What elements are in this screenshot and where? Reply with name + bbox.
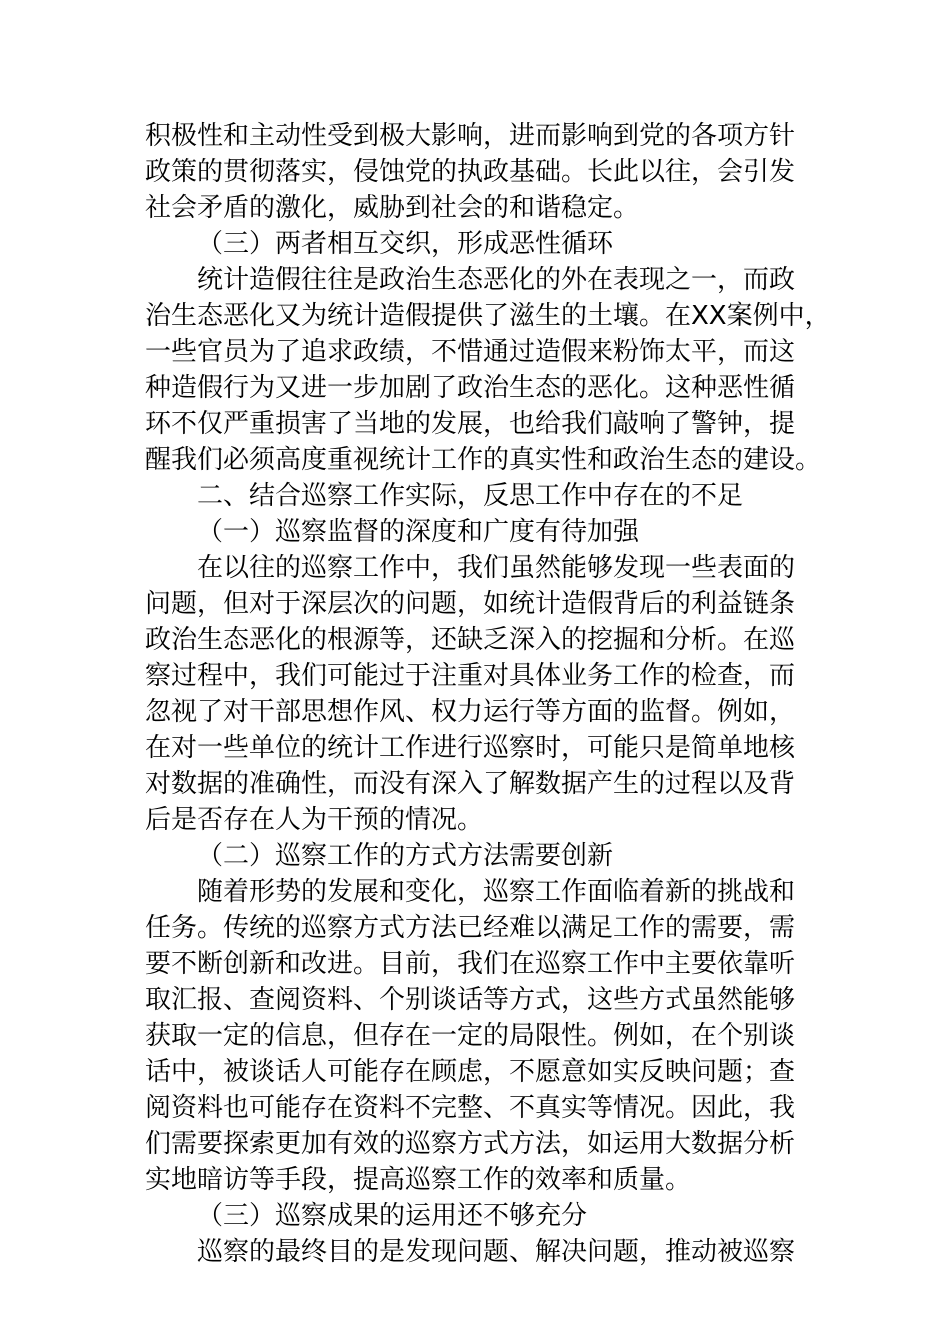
section-heading: （三）巡察成果的运用还不够充分 [197, 1201, 588, 1231]
body-text-line: 政治生态恶化的根源等，还缺乏深入的挖掘和分析。在巡 [145, 625, 796, 655]
body-text-line: 要不断创新和改进。目前，我们在巡察工作中主要依靠听 [145, 949, 796, 979]
body-text-line: 在以往的巡察工作中，我们虽然能够发现一些表面的 [197, 553, 796, 583]
body-text-line: 们需要探索更加有效的巡察方式方法，如运用大数据分析 [145, 1129, 796, 1159]
body-text-line: 阅资料也可能存在资料不完整、不真实等情况。因此，我 [145, 1093, 796, 1123]
body-text-line: 忽视了对干部思想作风、权力运行等方面的监督。例如， [145, 697, 796, 727]
body-text-line: 种造假行为又进一步加剧了政治生态的恶化。这种恶性循 [145, 373, 796, 403]
section-heading: （三）两者相互交织，形成恶性循环 [197, 229, 614, 259]
body-text-line: 话中，被谈话人可能存在顾虑，不愿意如实反映问题；查 [145, 1057, 796, 1087]
body-text-line: 积极性和主动性受到极大影响，进而影响到党的各项方针 [145, 121, 796, 151]
body-text-line: 对数据的准确性，而没有深入了解数据产生的过程以及背 [145, 769, 796, 799]
body-text-line: 实地暗访等手段，提高巡察工作的效率和质量。 [145, 1165, 692, 1195]
body-text-line: 一些官员为了追求政绩，不惜通过造假来粉饰太平，而这 [145, 337, 796, 367]
body-text-line: 社会矛盾的激化，威胁到社会的和谐稳定。 [145, 193, 640, 223]
body-text-line: 问题，但对于深层次的问题，如统计造假背后的利益链条 [145, 589, 796, 619]
body-text-line: 醒我们必须高度重视统计工作的真实性和政治生态的建设。 [145, 445, 822, 475]
chapter-heading: 二、结合巡察工作实际，反思工作中存在的不足 [197, 481, 744, 511]
body-text-line: 治生态恶化又为统计造假提供了滋生的土壤。在XX案例中， [145, 301, 831, 331]
body-text-line: 统计造假往往是政治生态恶化的外在表现之一，而政 [197, 265, 796, 295]
body-text-line: 环不仅严重损害了当地的发展，也给我们敲响了警钟，提 [145, 409, 796, 439]
section-heading: （一）巡察监督的深度和广度有待加强 [197, 517, 640, 547]
body-text-line: 政策的贯彻落实，侵蚀党的执政基础。长此以往，会引发 [145, 157, 796, 187]
body-text-line: 在对一些单位的统计工作进行巡察时，可能只是简单地核 [145, 733, 796, 763]
body-text-line: 取汇报、查阅资料、个别谈话等方式，这些方式虽然能够 [145, 985, 796, 1015]
body-text-line: 巡察的最终目的是发现问题、解决问题，推动被巡察 [197, 1237, 796, 1267]
body-text-line: 获取一定的信息，但存在一定的局限性。例如，在个别谈 [145, 1021, 796, 1051]
body-text-line: 察过程中，我们可能过于注重对具体业务工作的检查，而 [145, 661, 796, 691]
body-text-line: 后是否存在人为干预的情况。 [145, 805, 484, 835]
body-text-line: 任务。传统的巡察方式方法已经难以满足工作的需要，需 [145, 913, 796, 943]
body-text-line: 随着形势的发展和变化，巡察工作面临着新的挑战和 [197, 877, 796, 907]
section-heading: （二）巡察工作的方式方法需要创新 [197, 841, 614, 871]
